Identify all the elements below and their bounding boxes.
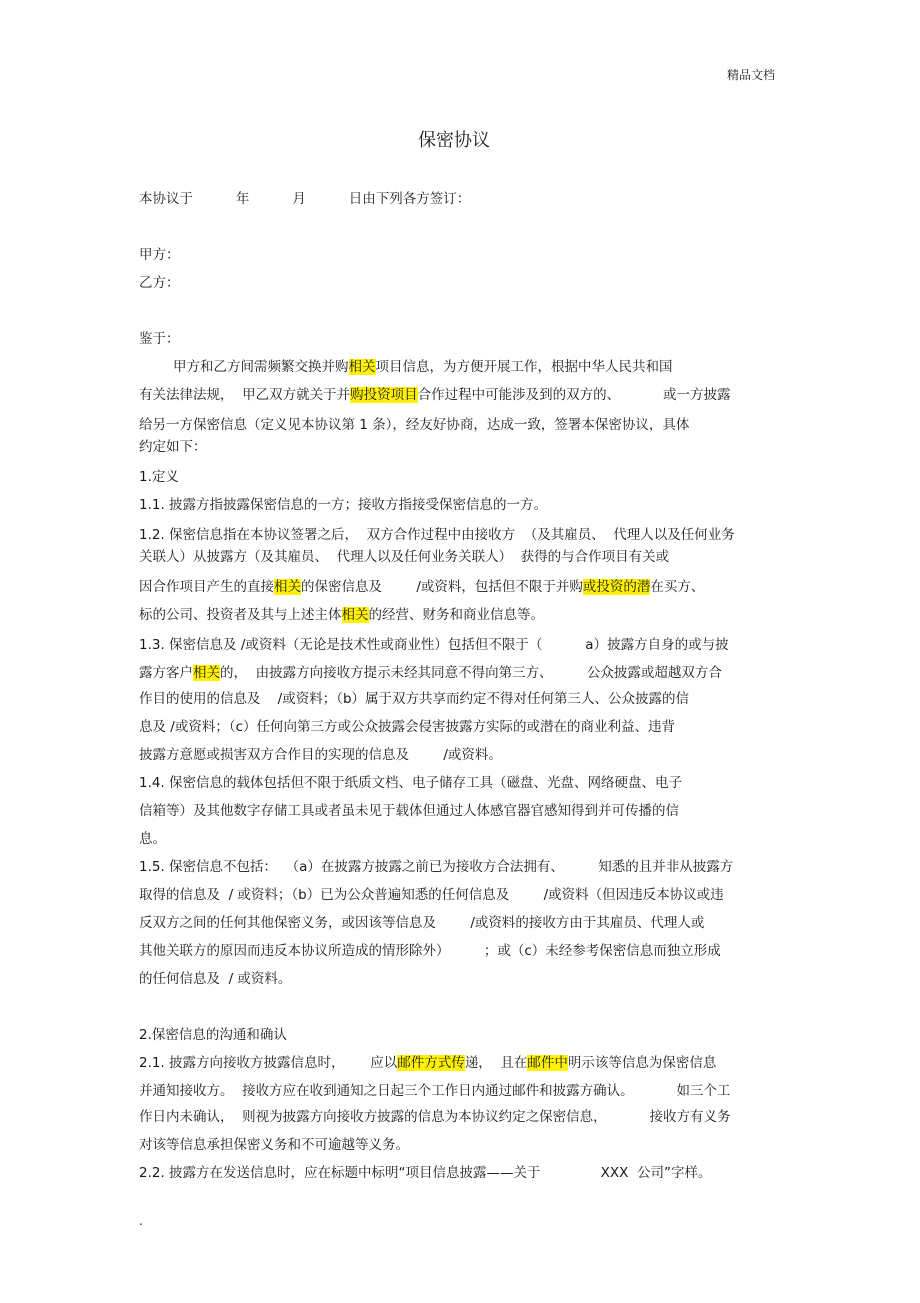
line-text: 递， 且在 (464, 1055, 528, 1071)
line-text: 明示该等信息为保密信息 (567, 1055, 717, 1071)
line-text: 露方客户 (139, 665, 193, 681)
highlighted-text: 相关 (193, 665, 220, 681)
body-line (139, 858, 733, 876)
footer-mark: . (139, 1214, 143, 1228)
highlighted-text: 邮件中 (527, 1055, 568, 1071)
line-text: 并通知接收方。 接收方应在收到通知之日起三个工作日内通过邮件和披露方确认。 如三个工 (139, 1083, 731, 1099)
body-line (139, 690, 689, 708)
body-line (139, 548, 669, 566)
line-text: 给另一方保密信息（定义见本协议第 1 条），经友好协商，达成一致，签署本保密协议，具体 (139, 417, 690, 433)
body-line (139, 636, 729, 654)
line-text: 披露方意愿或损害双方合作目的实现的信息及 /或资料。 (139, 747, 502, 763)
body-line (139, 886, 724, 904)
line-text: 1.4. 保密信息的载体包括但不限于纸质文档、电子储存工具（磁盘、光盘、网络硬盘、电子 (139, 775, 683, 791)
body-line (139, 914, 704, 932)
body-line (139, 606, 544, 624)
highlighted-text: 购投资项目 (350, 387, 418, 403)
line-text: 约定如下： (139, 439, 207, 455)
line-text: 2.1. 披露方向接收方披露信息时， 应以 (139, 1055, 398, 1071)
line-text: 作日内未确认， 则视为披露方向接收方披露的信息为本协议约定之保密信息， 接收方有义务 (139, 1109, 731, 1125)
body-line (139, 718, 675, 736)
line-text: 息。 (139, 831, 166, 847)
highlighted-text: 或投资的潜 (582, 579, 651, 595)
body-line (139, 942, 721, 960)
body-line (139, 1054, 716, 1072)
line-text: 反双方之间的任何其他保密义务，或因该等信息及 /或资料的接收方由于其雇员、代理人或 (139, 915, 705, 931)
body-line (139, 274, 180, 292)
body-line (139, 416, 689, 434)
body-line (139, 330, 180, 348)
body-line (139, 664, 722, 682)
body-line (139, 970, 291, 988)
body-line (139, 578, 704, 596)
body-line (139, 802, 679, 820)
line-text: 有关法律法规， 甲乙双方就关于并 (139, 387, 351, 403)
body-line (173, 358, 673, 376)
body-line (139, 468, 179, 486)
line-text: 的经营、财务和商业信息等。 (368, 607, 544, 623)
highlighted-text: 相关 (341, 607, 369, 623)
line-text: 在买方、 (650, 579, 705, 595)
highlighted-text: 邮件方式传 (397, 1055, 465, 1071)
line-text: 对该等信息承担保密义务和不可逾越等义务。 (139, 1137, 409, 1153)
line-text: 乙方： (139, 275, 180, 291)
line-text: 2.2. 披露方在发送信息时，应在标题中标明“项目信息披露——关于 XXX 公司”字样。 (139, 1165, 712, 1181)
line-text: 2.保密信息的沟通和确认 (139, 1027, 287, 1043)
body-line (139, 830, 166, 848)
line-text: 合作过程中可能涉及到的双方的、 或一方披露 (417, 387, 731, 403)
body-line (139, 746, 502, 764)
document-title: 保密协议 (418, 130, 490, 151)
page-header-label: 精品文档 (727, 68, 776, 82)
line-text: 1.2. 保密信息指在本协议签署之后， 双方合作过程中由接收方 （及其雇员、 代理人以及任何业务 (139, 527, 735, 543)
line-text: 标的公司、投资者及其与上述主体 (139, 607, 342, 623)
body-line (139, 526, 735, 544)
line-text: 息及 /或资料；（c）任何向第三方或公众披露会侵害披露方实际的或潜在的商业利益、违背 (139, 719, 676, 735)
body-line (139, 1026, 287, 1044)
line-text: 甲方和乙方间需频繁交换并购 (173, 359, 349, 375)
body-line (139, 1082, 731, 1100)
body-line (139, 1108, 731, 1126)
line-text: 的， 由披露方向接收方提示未经其同意不得向第三方、 公众披露或超越双方合 (220, 665, 722, 681)
body-line (139, 438, 207, 456)
line-text: 1.3. 保密信息及 /或资料（无论是技术性或商业性）包括但不限于（ a）披露方自身的或与披 (139, 637, 729, 653)
line-text: 的保密信息及 /或资料，包括但不限于并购 (301, 579, 583, 595)
body-line (139, 190, 470, 208)
line-text: 1.定义 (139, 469, 179, 485)
line-text: 作目的使用的信息及 /或资料；（b）属于双方共享而约定不得对任何第三人、公众披露的信 (139, 691, 690, 707)
line-text: 本协议于 年 月 日由下列各方签订： (139, 191, 471, 207)
line-text: 1.1. 披露方指披露保密信息的一方；接收方指接受保密信息的一方。 (139, 497, 548, 513)
line-text: 1.5. 保密信息不包括： （a）在披露方披露之前已为接收方合法拥有、 知悉的且并非从披露方 (139, 859, 734, 875)
line-text: 鉴于： (139, 331, 180, 347)
line-text: 关联人）从披露方（及其雇员、 代理人以及任何业务关联人） 获得的与合作项目有关或 (139, 549, 670, 565)
line-text: 信箱等）及其他数字存储工具或者虽未见于载体但通过人体感官器官感知得到并可传播的信 (139, 803, 679, 819)
body-line (139, 1164, 711, 1182)
line-text: 的任何信息及 / 或资料。 (139, 971, 292, 987)
body-line (139, 774, 682, 792)
line-text: 项目信息，为方便开展工作，根据中华人民共和国 (375, 359, 673, 375)
line-text: 取得的信息及 / 或资料；（b）已为公众普遍知悉的任何信息及 /或资料（但因违反本协议或违 (139, 887, 724, 903)
highlighted-text: 相关 (274, 579, 301, 595)
body-line (139, 496, 547, 514)
line-text: 甲方： (139, 247, 180, 263)
highlighted-text: 相关 (348, 359, 376, 375)
body-line (139, 386, 731, 404)
body-line (139, 1136, 409, 1154)
line-text: 其他关联方的原因而违反本协议所造成的情形除外） ；或（c）未经参考保密信息而独立形成 (139, 943, 721, 959)
body-line (139, 246, 180, 264)
line-text: 因合作项目产生的直接 (139, 579, 274, 595)
